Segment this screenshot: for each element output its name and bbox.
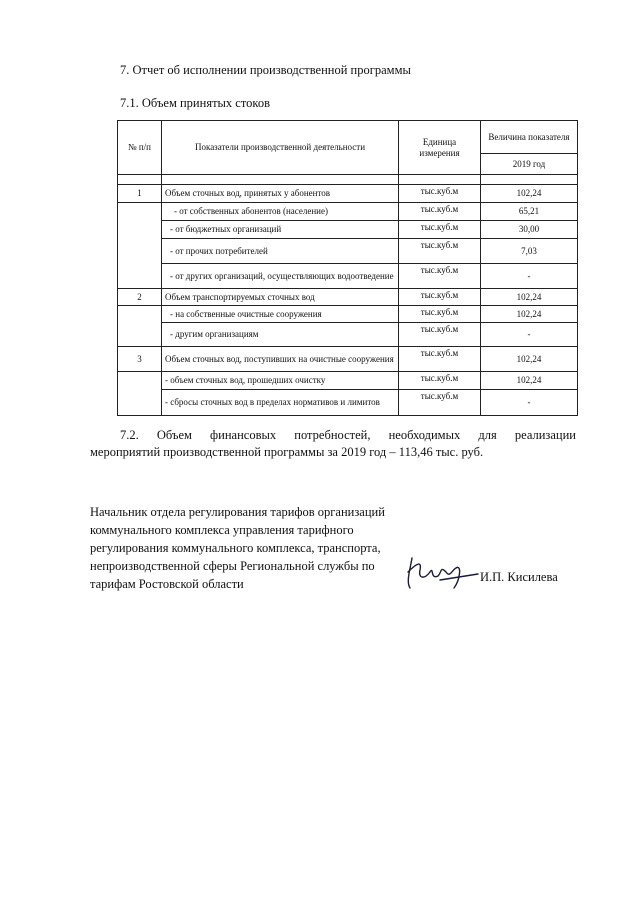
table-row (118, 185, 578, 203)
row-name: - от собственных абонентов (население) (162, 203, 399, 221)
table-row (118, 306, 578, 323)
row-name: - сбросы сточных вод в пределах нормативов и лимитов (162, 390, 399, 416)
section-heading: 7. Отчет об исполнении производственной программы (120, 63, 411, 77)
paragraph-7-2 (90, 427, 576, 461)
row-value: - (481, 323, 578, 347)
table-row (118, 323, 578, 347)
signature-line: тарифам Ростовской области (90, 577, 244, 591)
row-unit: тыс.куб.м (399, 185, 481, 203)
row-name: Объем сточных вод, принятых у абонентов (162, 185, 399, 203)
row-value: - (481, 264, 578, 289)
row-name: Объем транспортируемых сточных вод (162, 289, 399, 306)
row-unit: тыс.куб.м (399, 221, 481, 239)
row-unit: тыс.куб.м (399, 239, 481, 264)
row-value: 65,21 (481, 203, 578, 221)
signatory-name: И.П. Кисилева (480, 570, 558, 584)
row-name: - от прочих потребителей (162, 239, 399, 264)
table-row (118, 203, 578, 221)
handwritten-signature-icon (400, 550, 480, 595)
row-unit: тыс.куб.м (399, 289, 481, 306)
row-value: 102,24 (481, 185, 578, 203)
row-value: - (481, 390, 578, 416)
row-name: - объем сточных вод, прошедших очистку (162, 372, 399, 390)
signature-line: коммунального комплекса управления тарифного (90, 523, 354, 537)
signature-block (90, 503, 410, 593)
row-unit: тыс.куб.м (399, 203, 481, 221)
report-table (117, 120, 578, 416)
signature-line: Начальник отдела регулирования тарифов организаций (90, 505, 385, 519)
signature-line: непроизводственной сферы Региональной службы по (90, 559, 375, 573)
row-unit: тыс.куб.м (399, 264, 481, 289)
table-row (118, 221, 578, 239)
paragraph-7-2-line2: мероприятий производственной программы за 2019 год – 113,46 тыс. руб. (90, 445, 484, 459)
row-num: 3 (118, 347, 162, 372)
row-value: 102,24 (481, 347, 578, 372)
table-row (118, 289, 578, 306)
header-year: 2019 год (481, 154, 578, 175)
row-num-empty (118, 372, 162, 416)
paragraph-7-2-line1: 7.2. Объем финансовых потребностей, необходимых для реализации (120, 428, 576, 442)
row-value: 102,24 (481, 372, 578, 390)
row-num: 2 (118, 289, 162, 306)
row-unit: тыс.куб.м (399, 323, 481, 347)
row-name: Объем сточных вод, поступивших на очистные сооружения (162, 347, 399, 372)
signature-line: регулирования коммунального комплекса, транспорта, (90, 541, 381, 555)
row-value: 102,24 (481, 289, 578, 306)
row-num: 1 (118, 185, 162, 203)
table-row (118, 347, 578, 372)
row-value: 30,00 (481, 221, 578, 239)
header-unit: Единица измерения (399, 121, 481, 175)
header-value: Величина показателя (481, 121, 578, 154)
row-num-empty (118, 203, 162, 289)
row-unit: тыс.куб.м (399, 306, 481, 323)
table-row (118, 390, 578, 416)
table-row (118, 239, 578, 264)
row-unit: тыс.куб.м (399, 347, 481, 372)
row-num-empty (118, 306, 162, 347)
row-name: - на собственные очистные сооружения (162, 306, 399, 323)
row-unit: тыс.куб.м (399, 372, 481, 390)
header-indicator: Показатели производственной деятельности (162, 121, 399, 175)
header-num: № п/п (118, 121, 162, 175)
row-value: 102,24 (481, 306, 578, 323)
row-unit: тыс.куб.м (399, 390, 481, 416)
row-value: 7,03 (481, 239, 578, 264)
table-row (118, 264, 578, 289)
row-name: - от бюджетных организаций (162, 221, 399, 239)
row-name: - другим организациям (162, 323, 399, 347)
table-row (118, 372, 578, 390)
subsection-heading: 7.1. Объем принятых стоков (120, 96, 270, 110)
row-name: - от других организаций, осуществляющих водоотведение (162, 264, 399, 289)
